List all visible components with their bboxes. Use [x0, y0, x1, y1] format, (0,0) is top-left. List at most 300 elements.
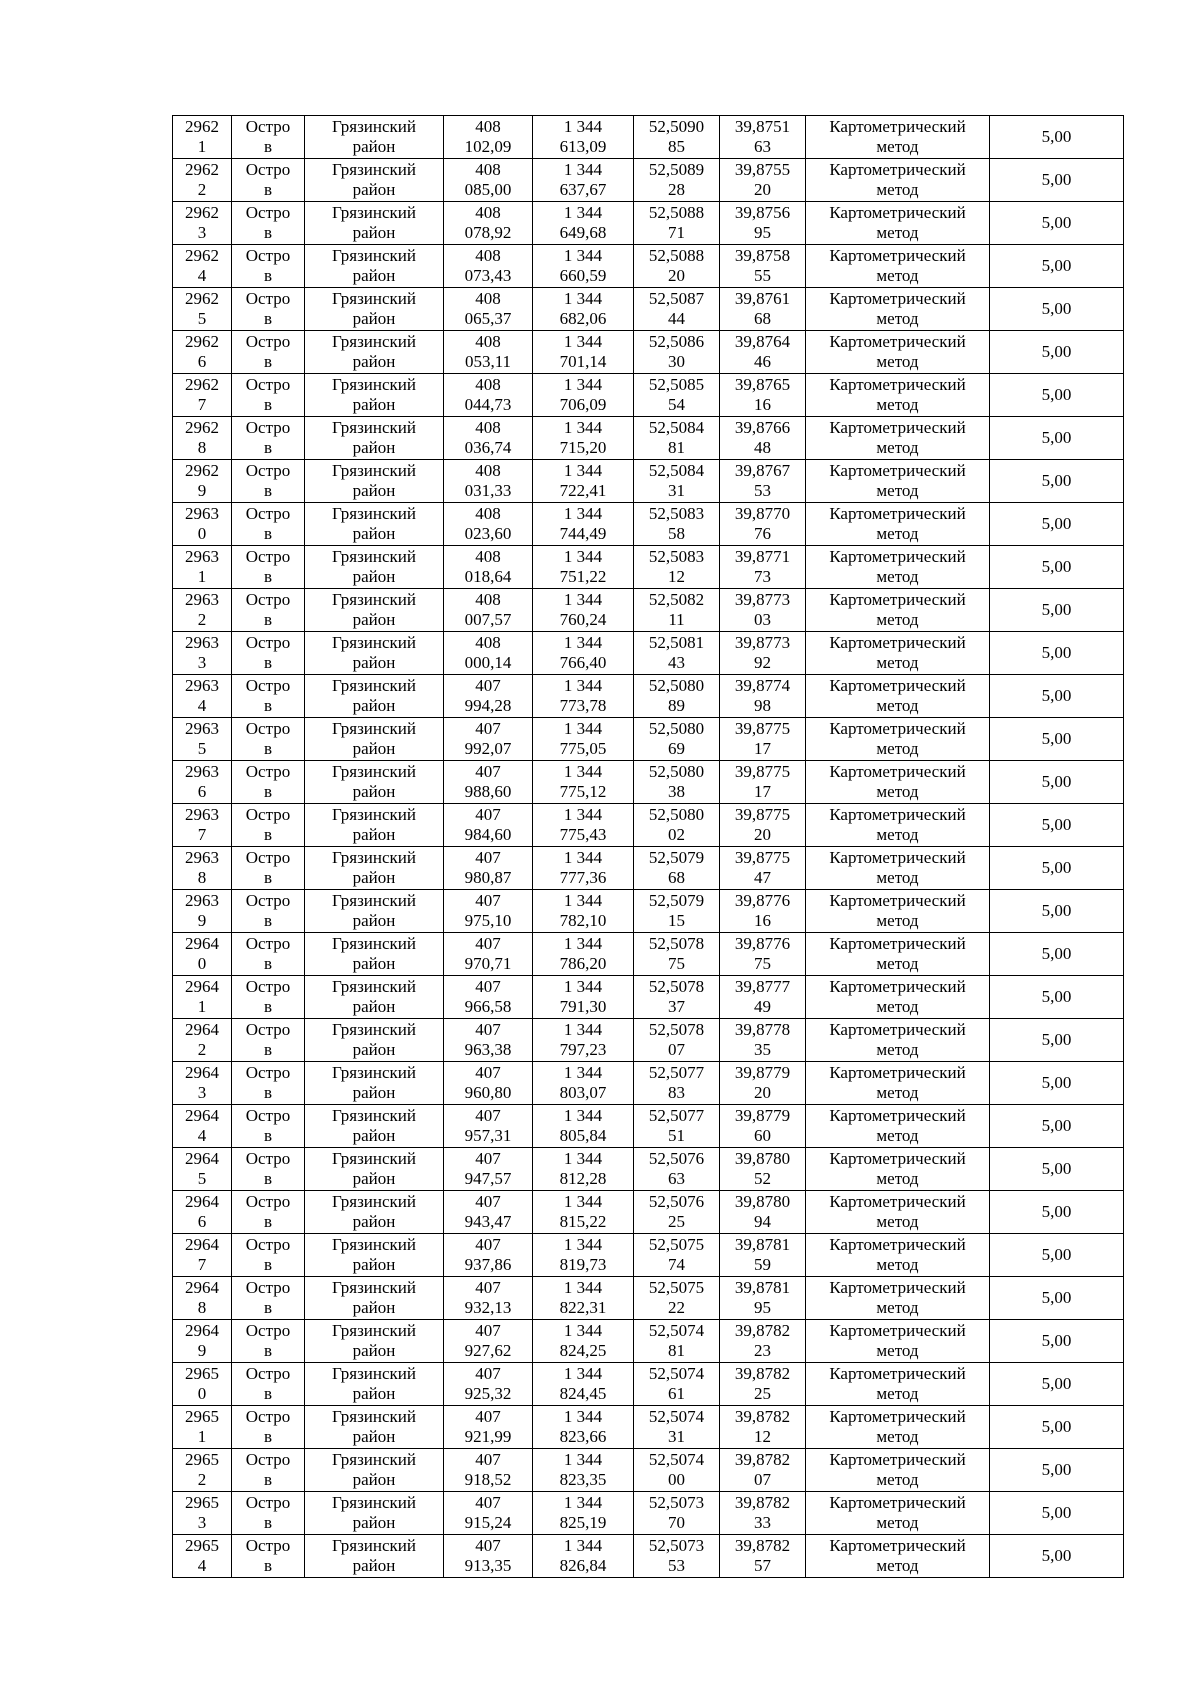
- point-number-cell-line: 8: [197, 438, 207, 457]
- longitude-cell-line: 39,8773: [734, 590, 791, 609]
- y-coordinate-cell-line: 1 344: [563, 1192, 603, 1211]
- y-coordinate-cell: [533, 718, 634, 761]
- method-cell-line: Картометрический: [829, 977, 966, 996]
- latitude-cell-line: 52,5073: [648, 1493, 705, 1512]
- district-cell-line: район: [352, 954, 396, 973]
- place-cell-line: Остро: [245, 375, 291, 394]
- x-coordinate-cell-line: 932,13: [464, 1298, 512, 1317]
- longitude-cell-line: 68: [754, 309, 771, 328]
- method-cell-line: Картометрический: [829, 1536, 966, 1555]
- place-cell-line: Остро: [245, 1278, 291, 1297]
- longitude-cell: [720, 374, 806, 417]
- point-number-cell-line: 6: [197, 782, 207, 801]
- y-coordinate-cell-line: 1 344: [563, 934, 603, 953]
- method-cell-line: метод: [876, 137, 919, 156]
- district-cell-line: Грязинский: [332, 418, 416, 437]
- place-cell: [232, 1535, 305, 1578]
- x-coordinate-cell: [444, 718, 533, 761]
- x-coordinate-cell: [444, 1406, 533, 1449]
- x-coordinate-cell-line: 925,32: [464, 1384, 512, 1403]
- y-coordinate-cell-line: 1 344: [563, 117, 603, 136]
- longitude-cell-line: 39,8770: [734, 504, 791, 523]
- latitude-cell-line: 70: [668, 1513, 685, 1532]
- y-coordinate-cell: [533, 847, 634, 890]
- latitude-cell-line: 52,5086: [648, 332, 705, 351]
- point-number-cell: [173, 1492, 232, 1535]
- y-coordinate-cell: [533, 331, 634, 374]
- place-cell-line: в: [263, 137, 273, 156]
- longitude-cell-line: 39,8782: [734, 1364, 791, 1383]
- place-cell: [232, 761, 305, 804]
- longitude-cell-line: 39,8774: [734, 676, 791, 695]
- place-cell-line: Остро: [245, 1364, 291, 1383]
- y-coordinate-cell: [533, 202, 634, 245]
- method-cell: [806, 245, 990, 288]
- longitude-cell-line: 16: [754, 395, 771, 414]
- y-coordinate-cell-line: 823,35: [559, 1470, 607, 1489]
- point-number-cell: [173, 1535, 232, 1578]
- longitude-cell-line: 39,8781: [734, 1278, 791, 1297]
- latitude-cell-line: 52,5078: [648, 977, 705, 996]
- place-cell-line: в: [263, 481, 273, 500]
- district-cell-line: Грязинский: [332, 1020, 416, 1039]
- latitude-cell-line: 52,5088: [648, 203, 705, 222]
- x-coordinate-cell-line: 407: [475, 1149, 501, 1168]
- accuracy-cell: 5,00: [990, 1148, 1124, 1191]
- method-cell: [806, 804, 990, 847]
- point-number-cell: [173, 331, 232, 374]
- table-row: [173, 202, 1124, 245]
- point-number-cell-line: 7: [197, 1255, 207, 1274]
- y-coordinate-cell-line: 1 344: [563, 848, 603, 867]
- y-coordinate-cell-line: 1 344: [563, 1364, 603, 1383]
- y-coordinate-cell: [533, 1363, 634, 1406]
- latitude-cell-line: 52,5079: [648, 848, 705, 867]
- x-coordinate-cell-line: 053,11: [464, 352, 512, 371]
- longitude-cell-line: 39,8775: [734, 762, 791, 781]
- place-cell-line: Остро: [245, 117, 291, 136]
- district-cell: [305, 331, 444, 374]
- y-coordinate-cell-line: 751,22: [559, 567, 607, 586]
- longitude-cell: [720, 1105, 806, 1148]
- table-row: [173, 503, 1124, 546]
- point-number-cell-line: 5: [197, 739, 207, 758]
- table-row: [173, 847, 1124, 890]
- longitude-cell-line: 55: [754, 266, 771, 285]
- latitude-cell: [634, 245, 720, 288]
- y-coordinate-cell-line: 1 344: [563, 1278, 603, 1297]
- district-cell-line: район: [352, 266, 396, 285]
- district-cell-line: Грязинский: [332, 1235, 416, 1254]
- longitude-cell-line: 39,8775: [734, 848, 791, 867]
- x-coordinate-cell-line: 970,71: [464, 954, 512, 973]
- longitude-cell-line: 39,8775: [734, 805, 791, 824]
- y-coordinate-cell-line: 826,84: [559, 1556, 607, 1575]
- accuracy-cell: 5,00: [990, 1492, 1124, 1535]
- method-cell-line: метод: [876, 868, 919, 887]
- place-cell-line: в: [263, 696, 273, 715]
- longitude-cell-line: 39,8776: [734, 934, 791, 953]
- method-cell-line: Картометрический: [829, 1149, 966, 1168]
- district-cell-line: Грязинский: [332, 160, 416, 179]
- district-cell-line: Грязинский: [332, 1450, 416, 1469]
- method-cell-line: метод: [876, 309, 919, 328]
- place-cell-line: Остро: [245, 547, 291, 566]
- table-row: [173, 890, 1124, 933]
- point-number-cell: [173, 116, 232, 159]
- point-number-cell: [173, 1449, 232, 1492]
- district-cell-line: Грязинский: [332, 1149, 416, 1168]
- x-coordinate-cell: [444, 761, 533, 804]
- district-cell: [305, 288, 444, 331]
- table-row: [173, 1148, 1124, 1191]
- method-cell-line: метод: [876, 567, 919, 586]
- method-cell-line: метод: [876, 739, 919, 758]
- x-coordinate-cell-line: 065,37: [464, 309, 512, 328]
- latitude-cell: [634, 1363, 720, 1406]
- district-cell-line: район: [352, 1384, 396, 1403]
- place-cell-line: в: [263, 309, 273, 328]
- latitude-cell-line: 00: [668, 1470, 685, 1489]
- x-coordinate-cell: [444, 1191, 533, 1234]
- y-coordinate-cell: [533, 159, 634, 202]
- accuracy-cell: 5,00: [990, 1363, 1124, 1406]
- y-coordinate-cell-line: 1 344: [563, 1106, 603, 1125]
- x-coordinate-cell: [444, 589, 533, 632]
- y-coordinate-cell-line: 1 344: [563, 289, 603, 308]
- district-cell-line: район: [352, 1556, 396, 1575]
- point-number-cell-line: 2964: [185, 1235, 219, 1254]
- longitude-cell-line: 39,8782: [734, 1536, 791, 1555]
- point-number-cell-line: 7: [197, 825, 207, 844]
- method-cell-line: метод: [876, 610, 919, 629]
- method-cell: [806, 116, 990, 159]
- x-coordinate-cell-line: 407: [475, 1536, 501, 1555]
- place-cell-line: Остро: [245, 203, 291, 222]
- latitude-cell-line: 30: [668, 352, 685, 371]
- district-cell-line: Грязинский: [332, 289, 416, 308]
- x-coordinate-cell-line: 407: [475, 848, 501, 867]
- place-cell: [232, 1320, 305, 1363]
- y-coordinate-cell: [533, 460, 634, 503]
- point-number-cell: [173, 847, 232, 890]
- place-cell-line: в: [263, 1126, 273, 1145]
- method-cell-line: метод: [876, 180, 919, 199]
- place-cell-line: Остро: [245, 1235, 291, 1254]
- x-coordinate-cell: [444, 417, 533, 460]
- y-coordinate-cell-line: 1 344: [563, 375, 603, 394]
- point-number-cell-line: 7: [197, 395, 207, 414]
- x-coordinate-cell-line: 408: [475, 461, 501, 480]
- latitude-cell: [634, 1320, 720, 1363]
- point-number-cell-line: 4: [197, 696, 207, 715]
- accuracy-cell: 5,00: [990, 1191, 1124, 1234]
- district-cell: [305, 1105, 444, 1148]
- method-cell: [806, 417, 990, 460]
- district-cell: [305, 546, 444, 589]
- district-cell: [305, 1234, 444, 1277]
- latitude-cell: [634, 1191, 720, 1234]
- latitude-cell-line: 52,5080: [648, 805, 705, 824]
- district-cell: [305, 460, 444, 503]
- y-coordinate-cell-line: 815,22: [559, 1212, 607, 1231]
- latitude-cell: [634, 933, 720, 976]
- district-cell-line: район: [352, 1341, 396, 1360]
- latitude-cell-line: 07: [668, 1040, 685, 1059]
- longitude-cell-line: 95: [754, 223, 771, 242]
- point-number-cell-line: 5: [197, 309, 207, 328]
- point-number-cell-line: 2964: [185, 1020, 219, 1039]
- x-coordinate-cell-line: 963,38: [464, 1040, 512, 1059]
- latitude-cell-line: 12: [668, 567, 685, 586]
- accuracy-cell: 5,00: [990, 933, 1124, 976]
- longitude-cell: [720, 804, 806, 847]
- x-coordinate-cell: [444, 1105, 533, 1148]
- x-coordinate-cell-line: 407: [475, 1493, 501, 1512]
- point-number-cell: [173, 1406, 232, 1449]
- x-coordinate-cell-line: 408: [475, 590, 501, 609]
- longitude-cell-line: 57: [754, 1556, 771, 1575]
- district-cell-line: Грязинский: [332, 332, 416, 351]
- table-row: [173, 1019, 1124, 1062]
- point-number-cell-line: 4: [197, 266, 207, 285]
- x-coordinate-cell: [444, 1492, 533, 1535]
- latitude-cell-line: 28: [668, 180, 685, 199]
- point-number-cell-line: 1: [197, 997, 207, 1016]
- x-coordinate-cell: [444, 1535, 533, 1578]
- table-row: [173, 589, 1124, 632]
- y-coordinate-cell: [533, 288, 634, 331]
- x-coordinate-cell-line: 023,60: [464, 524, 512, 543]
- method-cell: [806, 976, 990, 1019]
- latitude-cell-line: 52,5088: [648, 246, 705, 265]
- place-cell-line: в: [263, 1384, 273, 1403]
- point-number-cell: [173, 1234, 232, 1277]
- latitude-cell-line: 52,5078: [648, 934, 705, 953]
- method-cell: [806, 1449, 990, 1492]
- method-cell-line: Картометрический: [829, 504, 966, 523]
- x-coordinate-cell-line: 408: [475, 375, 501, 394]
- method-cell-line: Картометрический: [829, 1450, 966, 1469]
- accuracy-cell: 5,00: [990, 718, 1124, 761]
- x-coordinate-cell-line: 407: [475, 1407, 501, 1426]
- table-row: [173, 1191, 1124, 1234]
- place-cell-line: Остро: [245, 1192, 291, 1211]
- longitude-cell-line: 49: [754, 997, 771, 1016]
- district-cell-line: Грязинский: [332, 1536, 416, 1555]
- place-cell-line: в: [263, 1255, 273, 1274]
- method-cell-line: Картометрический: [829, 934, 966, 953]
- y-coordinate-cell-line: 1 344: [563, 203, 603, 222]
- x-coordinate-cell-line: 921,99: [464, 1427, 512, 1446]
- accuracy-cell: 5,00: [990, 331, 1124, 374]
- x-coordinate-cell: [444, 1320, 533, 1363]
- y-coordinate-cell: [533, 1277, 634, 1320]
- longitude-cell: [720, 933, 806, 976]
- x-coordinate-cell-line: 102,09: [464, 137, 512, 156]
- district-cell-line: Грязинский: [332, 117, 416, 136]
- x-coordinate-cell-line: 407: [475, 934, 501, 953]
- method-cell-line: Картометрический: [829, 805, 966, 824]
- table-row: [173, 417, 1124, 460]
- place-cell-line: Остро: [245, 332, 291, 351]
- method-cell-line: метод: [876, 1298, 919, 1317]
- longitude-cell-line: 95: [754, 1298, 771, 1317]
- district-cell-line: район: [352, 567, 396, 586]
- method-cell-line: Картометрический: [829, 418, 966, 437]
- latitude-cell-line: 63: [668, 1169, 685, 1188]
- place-cell: [232, 804, 305, 847]
- y-coordinate-cell-line: 775,12: [559, 782, 607, 801]
- district-cell-line: район: [352, 1169, 396, 1188]
- longitude-cell: [720, 847, 806, 890]
- point-number-cell-line: 2965: [185, 1536, 219, 1555]
- place-cell-line: в: [263, 266, 273, 285]
- district-cell: [305, 1406, 444, 1449]
- district-cell-line: район: [352, 868, 396, 887]
- method-cell-line: метод: [876, 1212, 919, 1231]
- point-number-cell-line: 5: [197, 1169, 207, 1188]
- method-cell: [806, 632, 990, 675]
- method-cell-line: Картометрический: [829, 676, 966, 695]
- longitude-cell: [720, 976, 806, 1019]
- table-row: [173, 1277, 1124, 1320]
- method-cell-line: метод: [876, 1384, 919, 1403]
- x-coordinate-cell: [444, 675, 533, 718]
- y-coordinate-cell-line: 1 344: [563, 1235, 603, 1254]
- table-row: [173, 761, 1124, 804]
- y-coordinate-cell: [533, 1406, 634, 1449]
- place-cell-line: в: [263, 1298, 273, 1317]
- point-number-cell-line: 2963: [185, 676, 219, 695]
- longitude-cell-line: 39,8773: [734, 633, 791, 652]
- district-cell-line: район: [352, 352, 396, 371]
- accuracy-cell: 5,00: [990, 116, 1124, 159]
- y-coordinate-cell: [533, 1535, 634, 1578]
- method-cell: [806, 1277, 990, 1320]
- longitude-cell-line: 20: [754, 180, 771, 199]
- y-coordinate-cell-line: 1 344: [563, 1450, 603, 1469]
- longitude-cell-line: 39,8775: [734, 719, 791, 738]
- latitude-cell-line: 52,5081: [648, 633, 705, 652]
- point-number-cell-line: 2962: [185, 461, 219, 480]
- point-number-cell-line: 2: [197, 180, 207, 199]
- latitude-cell-line: 52,5077: [648, 1106, 705, 1125]
- table-row: [173, 1320, 1124, 1363]
- district-cell: [305, 202, 444, 245]
- method-cell-line: Картометрический: [829, 1278, 966, 1297]
- longitude-cell-line: 39,8778: [734, 1020, 791, 1039]
- place-cell-line: в: [263, 223, 273, 242]
- longitude-cell-line: 39,8782: [734, 1450, 791, 1469]
- latitude-cell: [634, 1234, 720, 1277]
- place-cell-line: в: [263, 1513, 273, 1532]
- y-coordinate-cell-line: 1 344: [563, 891, 603, 910]
- method-cell-line: метод: [876, 911, 919, 930]
- x-coordinate-cell: [444, 1277, 533, 1320]
- district-cell-line: Грязинский: [332, 934, 416, 953]
- longitude-cell: [720, 245, 806, 288]
- district-cell-line: Грязинский: [332, 203, 416, 222]
- method-cell-line: Картометрический: [829, 633, 966, 652]
- place-cell: [232, 847, 305, 890]
- point-number-cell-line: 2962: [185, 375, 219, 394]
- accuracy-cell: 5,00: [990, 460, 1124, 503]
- latitude-cell-line: 52,5075: [648, 1278, 705, 1297]
- y-coordinate-cell: [533, 1019, 634, 1062]
- method-cell-line: метод: [876, 352, 919, 371]
- method-cell-line: Картометрический: [829, 289, 966, 308]
- table-row: [173, 1492, 1124, 1535]
- place-cell-line: в: [263, 911, 273, 930]
- latitude-cell: [634, 675, 720, 718]
- y-coordinate-cell: [533, 632, 634, 675]
- point-number-cell: [173, 1320, 232, 1363]
- point-number-cell: [173, 632, 232, 675]
- latitude-cell: [634, 1492, 720, 1535]
- method-cell-line: Картометрический: [829, 117, 966, 136]
- district-cell-line: район: [352, 1212, 396, 1231]
- y-coordinate-cell: [533, 1148, 634, 1191]
- table-row: [173, 976, 1124, 1019]
- x-coordinate-cell-line: 407: [475, 891, 501, 910]
- method-cell: [806, 460, 990, 503]
- latitude-cell-line: 02: [668, 825, 685, 844]
- x-coordinate-cell: [444, 890, 533, 933]
- table-row: [173, 116, 1124, 159]
- place-cell: [232, 1406, 305, 1449]
- point-number-cell-line: 0: [197, 524, 207, 543]
- y-coordinate-cell-line: 715,20: [559, 438, 607, 457]
- y-coordinate-cell-line: 1 344: [563, 590, 603, 609]
- x-coordinate-cell-line: 407: [475, 1364, 501, 1383]
- accuracy-cell: 5,00: [990, 1234, 1124, 1277]
- place-cell-line: в: [263, 1083, 273, 1102]
- method-cell-line: Картометрический: [829, 1192, 966, 1211]
- point-number-cell: [173, 804, 232, 847]
- place-cell: [232, 503, 305, 546]
- longitude-cell-line: 17: [754, 782, 771, 801]
- point-number-cell-line: 2964: [185, 1192, 219, 1211]
- x-coordinate-cell: [444, 503, 533, 546]
- place-cell: [232, 1363, 305, 1406]
- x-coordinate-cell-line: 044,73: [464, 395, 512, 414]
- x-coordinate-cell-line: 407: [475, 719, 501, 738]
- accuracy-cell: 5,00: [990, 976, 1124, 1019]
- method-cell: [806, 1535, 990, 1578]
- point-number-cell-line: 2965: [185, 1450, 219, 1469]
- table-row: [173, 288, 1124, 331]
- longitude-cell-line: 12: [754, 1427, 771, 1446]
- x-coordinate-cell-line: 913,35: [464, 1556, 512, 1575]
- point-number-cell: [173, 976, 232, 1019]
- district-cell-line: район: [352, 223, 396, 242]
- latitude-cell-line: 52,5089: [648, 160, 705, 179]
- method-cell-line: метод: [876, 1427, 919, 1446]
- x-coordinate-cell-line: 085,00: [464, 180, 512, 199]
- x-coordinate-cell-line: 937,86: [464, 1255, 512, 1274]
- district-cell-line: Грязинский: [332, 1063, 416, 1082]
- district-cell-line: Грязинский: [332, 246, 416, 265]
- x-coordinate-cell-line: 408: [475, 418, 501, 437]
- point-number-cell-line: 2963: [185, 504, 219, 523]
- latitude-cell-line: 85: [668, 137, 685, 156]
- y-coordinate-cell-line: 1 344: [563, 719, 603, 738]
- method-cell-line: метод: [876, 1513, 919, 1532]
- district-cell-line: Грязинский: [332, 1106, 416, 1125]
- longitude-cell-line: 17: [754, 739, 771, 758]
- accuracy-cell: 5,00: [990, 1019, 1124, 1062]
